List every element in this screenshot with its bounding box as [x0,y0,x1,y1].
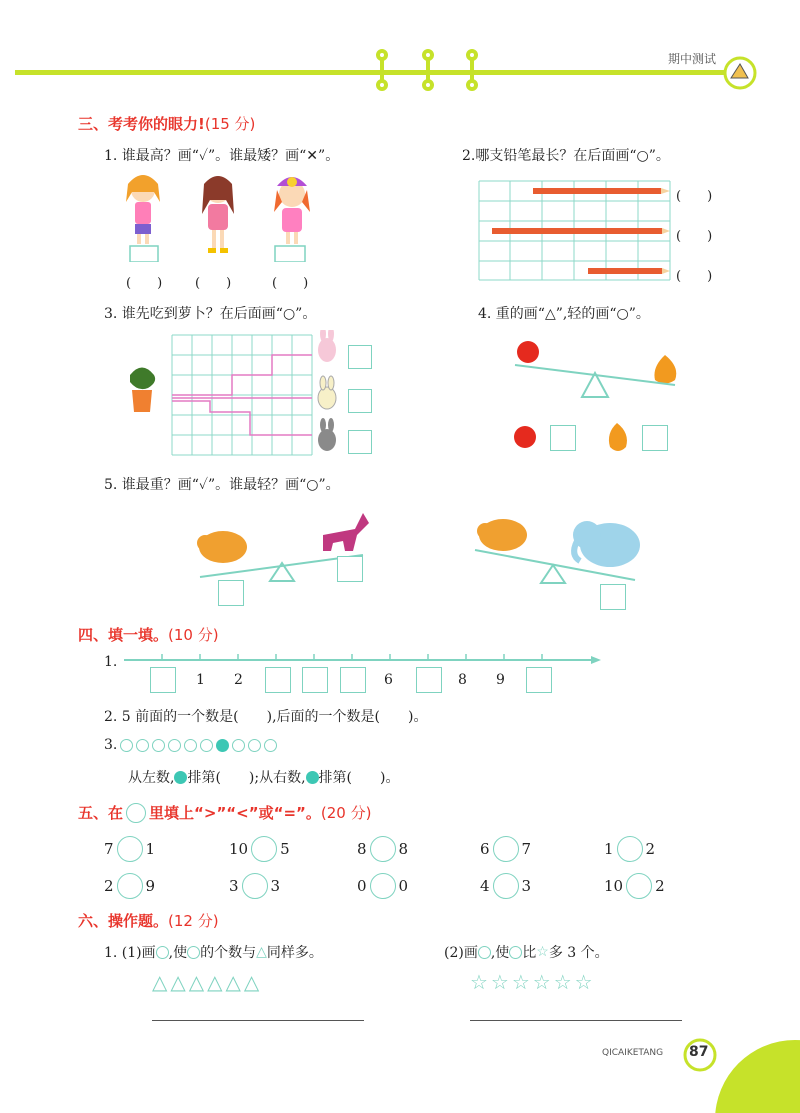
compare-input[interactable] [493,873,519,899]
compare-1-5: 1 2 [604,836,655,862]
apple-icon [517,341,539,363]
elephant-image [573,521,640,567]
rabbit-2-image [318,376,336,409]
compare-input[interactable] [493,836,519,862]
q2-answer-1[interactable]: ( ) [676,189,713,204]
q2-answer-3[interactable]: ( ) [676,269,713,284]
triangle-icon: △ [256,944,267,960]
q5-text: 5. 谁最重？画“✓”。谁最轻？画“○”。 [104,477,340,493]
compare-input[interactable] [370,873,396,899]
circle-icon [168,739,181,752]
section-3-title: 三、考考你的眼力!(15 分) [78,115,256,133]
q3-answer-box-3[interactable] [348,430,372,454]
circle-icon [136,739,149,752]
numberline-box-10[interactable] [526,667,552,693]
compare-2-5: 10 2 [604,873,665,899]
compare-input[interactable] [617,836,643,862]
compare-input[interactable] [117,873,143,899]
q4-1-label: 1. [104,654,118,670]
apple-pear-balance [500,335,700,465]
carrot-image [130,368,155,413]
numberline-label-9: 9 [496,672,505,688]
numberline-box-7[interactable] [416,667,442,693]
q4-3-row: 3. [104,737,277,753]
q5-answer-box-1[interactable] [218,580,244,606]
compare-input[interactable] [242,873,268,899]
ox-image-2 [477,519,527,551]
q1-answer-2[interactable]: ( ) [195,276,232,291]
q6-1b-text: (2)画 ,使 比 ☆ 多 3 个。 [444,944,609,961]
brand-text: QICAIKETANG [602,1048,664,1058]
compare-1-1: 7 1 [104,836,155,862]
girl-3-image [274,177,310,244]
numberline-box-3[interactable] [265,667,291,693]
q1-text: 1. 谁最高？画“✓”。谁最矮？画“✕”。 [104,148,340,164]
compare-1-4: 6 7 [480,836,531,862]
filled-circle-icon [174,771,187,784]
circle-icon [232,739,245,752]
numberline-box-0[interactable] [150,667,176,693]
q4-text: 4. 重的画“△”,轻的画“○”。 [478,306,650,322]
compare-input[interactable] [370,836,396,862]
answer-line-1[interactable] [152,1020,364,1021]
pencil-2 [492,228,670,234]
numberline-label-1: 1 [196,672,205,688]
section-5-title: 五、在 里填上“>”“<”或“=”。 (20 分) [78,804,372,822]
compare-input[interactable] [626,873,652,899]
circle-icon [200,739,213,752]
q2-text: 2.哪支铅笔最长？在后面画“○”。 [462,148,670,164]
apple-icon [514,426,536,448]
page-number: 87 [689,1044,709,1060]
star-row: ☆☆☆☆☆☆ [470,970,596,994]
circle-icon [184,739,197,752]
filled-circle-icon [306,771,319,784]
compare-2-4: 4 3 [480,873,531,899]
compare-2-1: 2 9 [104,873,155,899]
q5-answer-box-2[interactable] [337,556,363,582]
header-bar [0,40,800,100]
filled-circle-icon [216,739,229,752]
circle-icon [120,739,133,752]
circle-icon [126,803,146,823]
q5-answer-box-3[interactable] [600,584,626,610]
compare-1-3: 8 8 [357,836,408,862]
pear-icon [654,355,676,384]
animal-balances [185,505,665,615]
ox-image-1 [197,531,247,563]
girl-2-image [202,176,234,253]
q3-text: 3. 谁先吃到萝卜？在后面画“○”。 [104,306,317,322]
rabbit-maze [122,330,382,460]
q6-1a-text: 1. (1)画 ,使 的个数与 △ 同样多。 [104,944,323,961]
rabbit-3-image [318,418,336,451]
circle-icon [156,946,169,959]
numberline-label-6: 6 [384,672,393,688]
circle-icon [264,739,277,752]
compare-1-2: 10 5 [229,836,290,862]
q4-3-text: 从左数, 排第( );从右数, 排第( )。 [128,770,400,786]
compare-input[interactable] [251,836,277,862]
section-6-title: 六、操作题。(12 分) [78,912,219,930]
q3-answer-box-1[interactable] [348,345,372,369]
numberline-box-4[interactable] [302,667,328,693]
circle-icon [478,946,491,959]
corner-decoration [660,1020,800,1113]
pear-icon [609,423,627,451]
triangle-row: △△△△△△ [152,970,263,994]
numberline-label-2: 2 [234,672,243,688]
circle-icon [509,946,522,959]
numberline-box-5[interactable] [340,667,366,693]
section-4-title: 四、填一填。(10 分) [78,626,219,644]
q1-answer-1[interactable]: ( ) [126,276,163,291]
circle-icon [248,739,261,752]
q2-answer-2[interactable]: ( ) [676,229,713,244]
compare-2-3: 0 0 [357,873,408,899]
answer-line-2[interactable] [470,1020,682,1021]
compare-input[interactable] [117,836,143,862]
pencil-3 [588,268,670,274]
q4-answer-box-apple[interactable] [550,425,576,451]
q3-answer-box-2[interactable] [348,389,372,413]
circle-icon [152,739,165,752]
section-label: 期中测试 [668,52,717,66]
rabbit-1-image [318,330,336,362]
horse-image [323,513,369,551]
pencil-grid [478,180,678,282]
girls-illustration [120,172,330,262]
pencil-1 [533,188,670,194]
girl-1-image [126,175,160,244]
compare-2-2: 3 3 [229,873,280,899]
q4-2-text: 2. 5 前面的一个数是( ),后面的一个数是( )。 [104,709,428,725]
numberline-label-8: 8 [458,672,467,688]
circle-icon [187,946,200,959]
q1-answer-3[interactable]: ( ) [272,276,309,291]
q4-answer-box-pear[interactable] [642,425,668,451]
star-icon: ☆ [536,944,549,960]
